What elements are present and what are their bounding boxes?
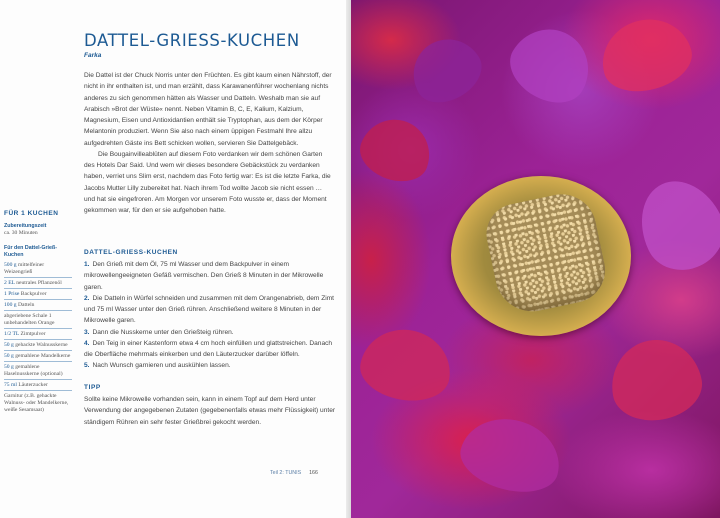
- ingredient-qty: 75 ml: [4, 381, 17, 388]
- intro-paragraph: Die Dattel ist der Chuck Norris unter den Früchten. Es gibt kaum einen Nährstoff, der nicht in ihr enthalten ist, und man erzählt, dass Karawanenführer wochenlang nichts anderes zu sich genommen hätten als Wasser und Datteln. Weshalb man sie auf Arabisch »Brot der Wüste« nennt. Neben Vitamin B, C, E, Kalium, Kalzium, Magnesium, Eisen und Antioxidantien enthält sie Tryptophan, aus dem der Körper Melantonin produziert. Wenn Sie also nach einem üppigen Festmahl Ihre allzu aufgedrehten Gäste ins Bett schicken wollen, servieren Sie Dattelgebäck.: [84, 72, 332, 147]
- ingredient-item: [4, 391, 72, 415]
- ingredient-name: Garnitur (z.B. gehackte Walnuss- oder Mandelkerne, weiße Sesamsaat): [4, 392, 69, 413]
- ingredient-qty: 500 g: [4, 261, 17, 268]
- petal-shape: [353, 110, 439, 190]
- prep-time-label: Zubereitungszeit: [4, 223, 47, 229]
- step-text: Dann die Nusskerne unter den Grießteig rühren.: [92, 328, 234, 336]
- ingredient-item: [4, 278, 72, 289]
- right-page-photo: [351, 0, 720, 518]
- ingredient-name: neutrales Pflanzenöl: [16, 279, 62, 286]
- petal-shape: [401, 27, 492, 114]
- ingredient-qty: 1 Prise: [4, 290, 20, 297]
- petal-shape: [356, 323, 457, 408]
- ingredient-qty: 50 g: [4, 363, 14, 370]
- ingredient-item: [4, 329, 72, 340]
- ingredient-qty: 100 g: [4, 301, 17, 308]
- left-page: [0, 0, 350, 518]
- step-number: 4.: [84, 339, 90, 347]
- ingredient-item: [4, 351, 72, 362]
- step-number: 3.: [84, 328, 90, 336]
- ingredient-name: gehackte Walnusskerne: [15, 341, 68, 348]
- ingredient-name: gemahlene Haselnusskerne (optional): [4, 363, 63, 377]
- ingredient-item: [4, 289, 72, 300]
- footer-section: Teil 2: TUNIS: [270, 470, 302, 476]
- prep-time-value: ca. 30 Minuten: [4, 230, 38, 236]
- step-text: Die Datteln in Würfel schneiden und zusammen mit dem Orangenabrieb, dem Zimt und 75 ml Wasser unter den Grieß rühren. Anschließend weitere 8 Minuten in der Mikrowelle garen.: [84, 294, 335, 325]
- ingredient-name: abgeriebene Schale 1 unbehandelten Orange: [4, 312, 55, 326]
- prep-time: [4, 223, 72, 237]
- intro-paragraph: Die Bougainvilleablüten auf diesem Foto verdanken wir dem schönen Garten des Hotels Dar Said. Und wem wir dieses besondere Gebäckstück zu verdanken haben, verriet uns Slim erst, nachdem das Foto fertig war: Es ist die letzte Farka, die Jacobs Mutter Lilly zubereitet hat. Nach ihrem Tod wollte Jacob sie nicht essen … und hat sie eingefroren. Am Morgen vor unserem Foto wusste er, dass der Moment gekommen war, für den er sie aufgehoben hatte.: [84, 150, 331, 214]
- ingredient-name: Datteln: [18, 301, 35, 308]
- ingredient-item: [4, 260, 72, 278]
- ingredient-group-label: Für den Dattel-Grieß-Kuchen: [4, 245, 57, 258]
- petal-shape: [626, 167, 720, 282]
- ingredients-sidebar: [4, 210, 72, 415]
- step-text: Den Grieß mit dem Öl, 75 ml Wasser und dem Backpulver in einem mikrowellengeeigneten Gefäß vermischen. Den Grieß 8 Minuten in der Mikrowelle garen.: [84, 261, 324, 291]
- step-number: 2.: [84, 294, 90, 302]
- step-item: [84, 293, 334, 327]
- petal-shape: [605, 333, 708, 427]
- petal-shape: [499, 15, 603, 116]
- ingredient-item: [4, 362, 72, 380]
- step-item: [84, 327, 334, 338]
- step-item: [84, 338, 334, 361]
- ingredient-qty: 50 g: [4, 352, 14, 359]
- ingredient-name: Backpulver: [20, 290, 47, 297]
- step-item: [84, 259, 334, 293]
- ingredient-qty: 50 g: [4, 341, 14, 348]
- bougainvillea-photo: [351, 0, 720, 518]
- ingredient-name: gemahlene Mandelkerne: [15, 352, 71, 359]
- steps-list: [84, 259, 334, 372]
- ingredient-item: [4, 311, 72, 329]
- step-number: 5.: [84, 362, 90, 370]
- step-number: 1.: [84, 261, 90, 268]
- recipe-subtitle: Farka: [84, 52, 102, 59]
- steps-heading: DATTEL-GRIESS-KUCHEN: [84, 249, 178, 256]
- ingredient-item: [4, 380, 72, 391]
- step-item: [84, 360, 334, 371]
- step-text: Nach Wunsch garnieren und auskühlen lassen.: [92, 362, 231, 370]
- tip-heading: TIPP: [84, 384, 101, 391]
- ingredient-name: Zimtpulver: [20, 330, 46, 337]
- ingredient-item: [4, 340, 72, 351]
- petal-shape: [593, 10, 698, 101]
- ingredient-list: [4, 260, 72, 415]
- ingredient-item: [4, 300, 72, 311]
- intro-text: [84, 70, 334, 216]
- ingredient-qty: 2 EL: [4, 279, 15, 286]
- ingredient-name: mittelfeiner Weizengrieß: [4, 261, 45, 275]
- page-number: 166: [309, 470, 318, 476]
- ingredient-name: Läuterzucker: [18, 381, 48, 388]
- tip-text: Sollte keine Mikrowelle vorhanden sein, kann in einem Topf auf dem Herd unter Verwendung der angegebenen Zutaten (gegebenenfalls etwas mehr Flüssigkeit) unter ständigem Rühren ein sehr fester Grießbrei gekocht werden.: [84, 396, 336, 426]
- ingredient-qty: 1/2 TL: [4, 330, 20, 337]
- page-footer: [270, 470, 318, 476]
- recipe-title: DATTEL-GRIESS-KUCHEN: [84, 31, 300, 50]
- yield-heading: FÜR 1 KUCHEN: [4, 210, 59, 217]
- step-text: Den Teig in einer Kastenform etwa 4 cm hoch einfüllen und glattstreichen. Danach die Oberfläche mehrmals einkerben und den Läuterzucker darüber löffeln.: [84, 339, 333, 358]
- petal-shape: [454, 408, 569, 501]
